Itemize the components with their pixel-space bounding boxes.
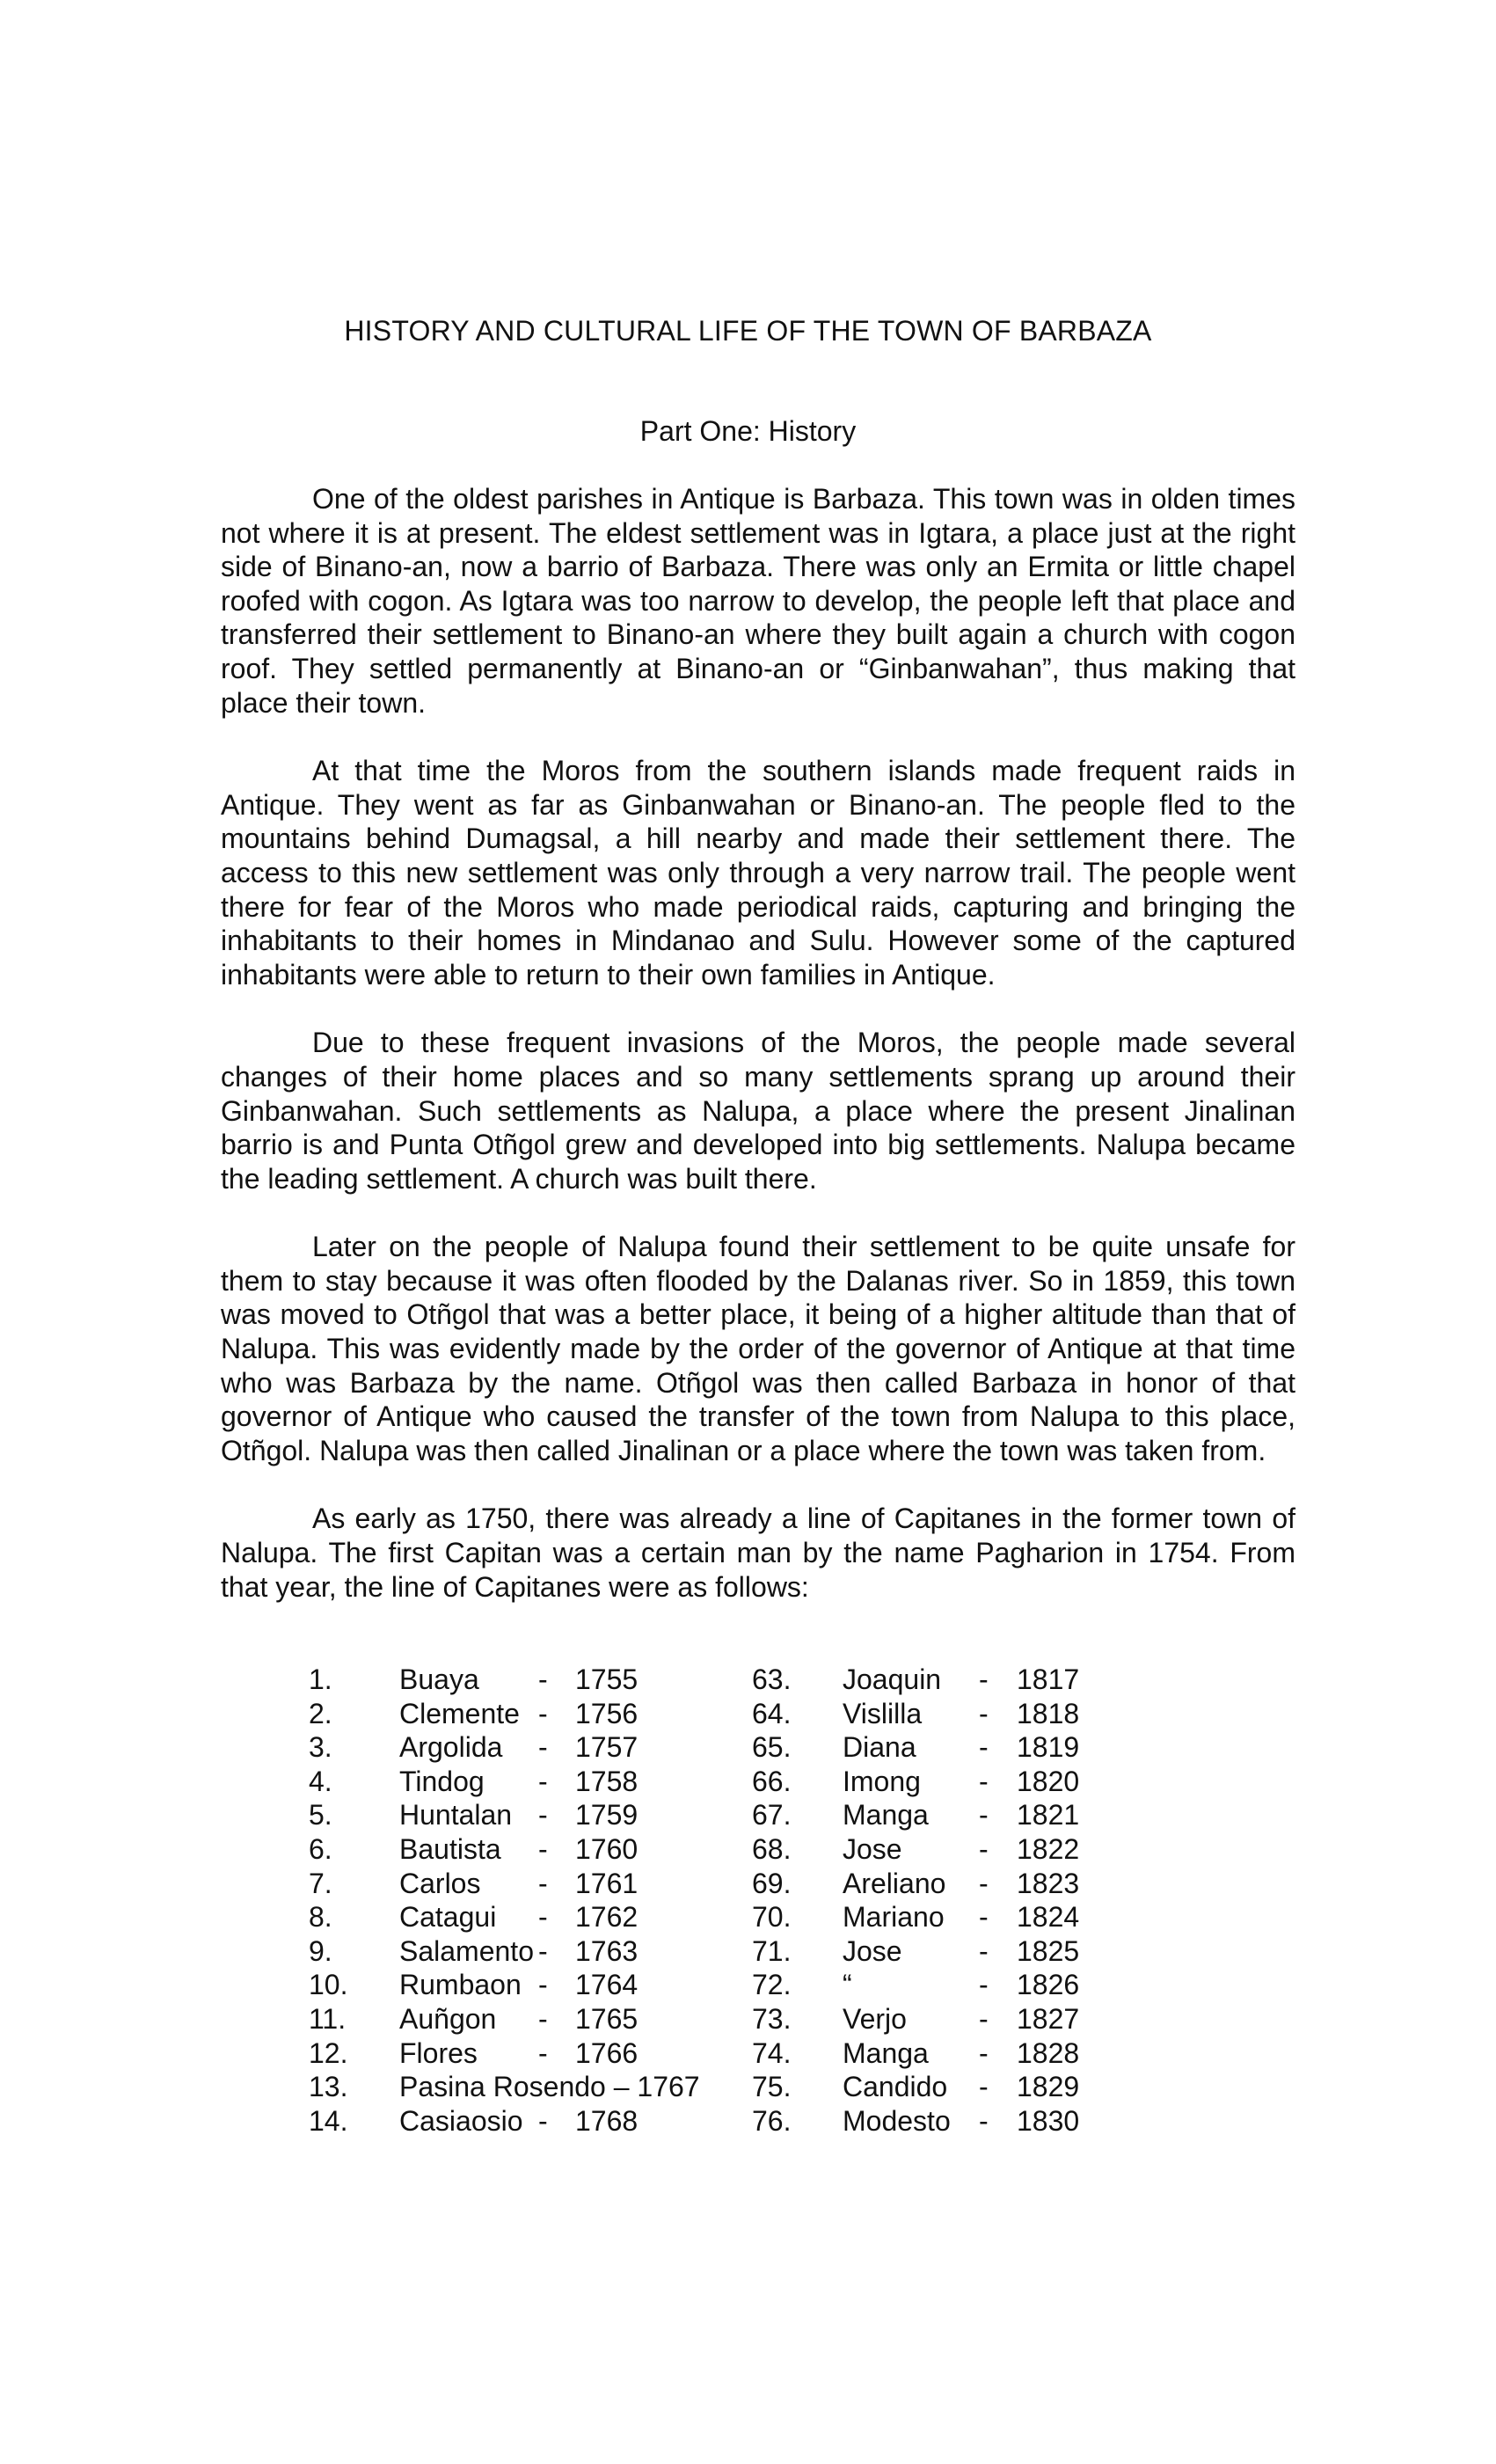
capitan-num: 65. [752,1731,792,1764]
section-subtitle: Part One: History [639,415,857,447]
capitan-num: 71. [752,1934,792,1967]
capitan-year: 1758 [575,1765,639,1797]
capitan-dash: - [538,2002,548,2035]
capitan-name: Vislilla [843,1697,923,1729]
capitan-num: 8. [309,1901,332,1934]
capitan-num: 2. [309,1697,332,1729]
capitan-year: 1824 [1017,1901,1080,1934]
capitan-year: 1826 [1017,1969,1080,2001]
capitan-year: 1763 [575,1934,639,1967]
list-item [0,1968,1496,2002]
capitan-year: 1822 [1017,1832,1080,1865]
capitan-num: 1. [309,1663,332,1695]
capitan-num: 73. [752,2002,792,2035]
capitan-name: “ [843,1969,852,2001]
capitan-num: 10. [309,1969,348,2001]
capitan-dash: - [979,2036,989,2069]
capitan-dash: - [538,2036,548,2069]
capitan-name: Modesto [843,2104,951,2137]
capitan-dash: - [538,1969,548,2001]
capitan-name: Carlos [399,1867,481,1899]
paragraph: One of the oldest parishes in Antique is Barbaza. This town was in olden times not where it is at present. The eldest settlement was in Igtara, a place just at the right side of Binano-an, now a barrio of Barbaza. There was only an Ermita or little chapel roofed with cogon. As Igtara was too narrow to develop, the people left that place and transferred their settlement to Binano-an where they built again a church with cogon roof. They settled permanently at Binano-an or “Ginbanwahan”, thus making that place their town. [221,483,1295,719]
list-item [0,1697,1496,1731]
paragraph: Later on the people of Nalupa found their settlement to be quite unsafe for them to stay because it was often flooded by the Dalanas river. So in 1859, this town was moved to Otñgol that was a better place, it being of a higher altitude than that of Nalupa. This was evidently made by the order of the governor of Antique at that time who was Barbaza by the name. Otñgol was then called Barbaza in honor of that governor of Antique who caused the transfer of the town from Nalupa to this place, Otñgol. Nalupa was then called Jinalinan or a place where the town was taken from. [221,1231,1295,1466]
capitan-name: Imong [843,1765,921,1797]
capitanes-right-column [0,1663,1496,2138]
capitan-year: 1759 [575,1799,639,1832]
capitan-name: Manga [843,1799,929,1832]
list-item [0,2002,1496,2036]
capitan-name: Manga [843,2036,929,2069]
capitan-year: 1819 [1017,1731,1080,1764]
capitan-dash: - [979,1765,989,1797]
capitan-year: 1761 [575,1867,639,1899]
capitan-year: 1820 [1017,1765,1080,1797]
capitan-dash: - [538,1799,548,1832]
capitan-dash: - [979,1867,989,1899]
capitan-year: 1762 [575,1901,639,1934]
capitan-num: 14. [309,2104,348,2137]
capitan-name: Rumbaon [399,1969,522,2001]
capitan-num: 3. [309,1731,332,1764]
capitan-num: 63. [752,1663,792,1695]
capitan-name: Mariano [843,1901,945,1934]
capitan-num: 72. [752,1969,792,2001]
capitan-dash: - [538,1731,548,1764]
capitan-num: 6. [309,1832,332,1865]
capitan-name: Diana [843,1731,916,1764]
capitan-name: Huntalan [399,1799,513,1832]
capitan-year: 1768 [575,2104,639,2137]
capitan-name: Areliano [843,1867,946,1899]
capitan-dash: - [979,1969,989,2001]
capitan-dash: - [979,1799,989,1832]
capitan-dash: - [538,1901,548,1934]
capitan-name: Bautista [399,1832,501,1865]
capitan-dash: - [979,1934,989,1967]
capitan-dash: - [979,1697,989,1729]
capitan-name: Casiaosio [399,2104,523,2137]
capitan-num: 9. [309,1934,332,1967]
capitan-dash: - [979,2104,989,2137]
capitan-year: 1765 [575,2002,639,2035]
capitan-name: Salamento [399,1934,534,1967]
capitan-year: 1821 [1017,1799,1080,1832]
capitan-name: Flores [399,2036,478,2069]
paragraph: As early as 1750, there was already a line of Capitanes in the former town of Nalupa. The first Capitan was a certain man by the name Pagharion in 1754. From that year, the line of Capitanes were as follows: [221,1503,1295,1603]
list-item [0,2104,1496,2139]
list-item [0,1832,1496,1867]
capitan-name: Argolida [399,1731,503,1764]
capitan-year: 1823 [1017,1867,1080,1899]
capitan-year: 1757 [575,1731,639,1764]
capitan-dash: - [538,1765,548,1797]
capitan-year: 1817 [1017,1663,1080,1695]
capitan-num: 68. [752,1832,792,1865]
capitan-name: Candido [843,2071,948,2103]
capitan-year: 1818 [1017,1697,1080,1729]
capitan-name: Auñgon [399,2002,497,2035]
capitan-dash: - [979,2002,989,2035]
paragraph: Due to these frequent invasions of the Moros, the people made several changes of their home places and so many settlements sprang up around their Ginbanwahan. Such settlements as Nalupa, a place where the present Jinalinan barrio is and Punta Otñgol grew and developed into big settlements. Nalupa became the leading settlement. A church was built there. [221,1027,1295,1195]
capitan-dash: - [979,2071,989,2103]
capitan-num: 7. [309,1867,332,1899]
capitan-year: 1756 [575,1697,639,1729]
capitan-dash: - [538,1832,548,1865]
capitan-year: 1760 [575,1832,639,1865]
capitan-num: 66. [752,1765,792,1797]
capitan-year: 1827 [1017,2002,1080,2035]
capitan-dash: - [538,1697,548,1729]
capitan-year: 1829 [1017,2071,1080,2103]
capitan-num: 70. [752,1901,792,1934]
capitan-name: Jose [843,1934,902,1967]
list-item [0,1798,1496,1832]
capitan-num: 69. [752,1867,792,1899]
list-item [0,1934,1496,1969]
capitan-num: 4. [309,1765,332,1797]
capitan-num: 12. [309,2036,348,2069]
capitan-name: Catagui [399,1901,497,1934]
capitan-num: 13. [309,2071,348,2103]
capitan-name: Jose [843,1832,902,1865]
capitan-year: 1830 [1017,2104,1080,2137]
list-item [0,1663,1496,1697]
capitan-num: 74. [752,2036,792,2069]
capitan-name: Tindog [399,1765,485,1797]
capitan-dash: - [538,1867,548,1899]
capitan-dash: - [979,1663,989,1695]
capitan-full: Pasina Rosendo – 1767 [399,2071,700,2103]
page-title: HISTORY AND CULTURAL LIFE OF THE TOWN OF BARBAZA [344,315,1152,347]
capitan-num: 76. [752,2104,792,2137]
capitan-dash: - [979,1731,989,1764]
capitan-name: Clemente [399,1697,520,1729]
capitan-dash: - [979,1901,989,1934]
capitan-num: 11. [309,2002,347,2035]
capitan-dash: - [979,1832,989,1865]
capitan-name: Buaya [399,1663,479,1695]
list-item [0,2070,1496,2104]
body-text [221,482,1295,1638]
capitan-num: 64. [752,1697,792,1729]
capitan-dash: - [538,1663,548,1695]
capitan-year: 1828 [1017,2036,1080,2069]
capitan-name: Joaquin [843,1663,942,1695]
list-item [0,1730,1496,1765]
paragraph: At that time the Moros from the southern islands made frequent raids in Antique. They went as far as Ginbanwahan or Binano-an. The people fled to the mountains behind Dumagsal, a hill nearby and made their settlement there. The access to this new settlement was only through a very narrow trail. The people went there for fear of the Moros who made periodical raids, capturing and bringing the inhabitants to their homes in Mindanao and Sulu. However some of the captured inhabitants were able to return to their own families in Antique. [221,755,1295,991]
capitan-num: 5. [309,1799,332,1832]
list-item [0,2036,1496,2071]
capitan-year: 1825 [1017,1934,1080,1967]
capitan-num: 67. [752,1799,792,1832]
capitan-year: 1764 [575,1969,639,2001]
list-item [0,1765,1496,1799]
list-item [0,1867,1496,1901]
capitan-year: 1766 [575,2036,639,2069]
capitan-year: 1755 [575,1663,639,1695]
list-item [0,1900,1496,1934]
capitan-num: 75. [752,2071,792,2103]
capitan-name: Verjo [843,2002,907,2035]
capitan-dash: - [538,1934,548,1967]
capitan-dash: - [538,2104,548,2137]
